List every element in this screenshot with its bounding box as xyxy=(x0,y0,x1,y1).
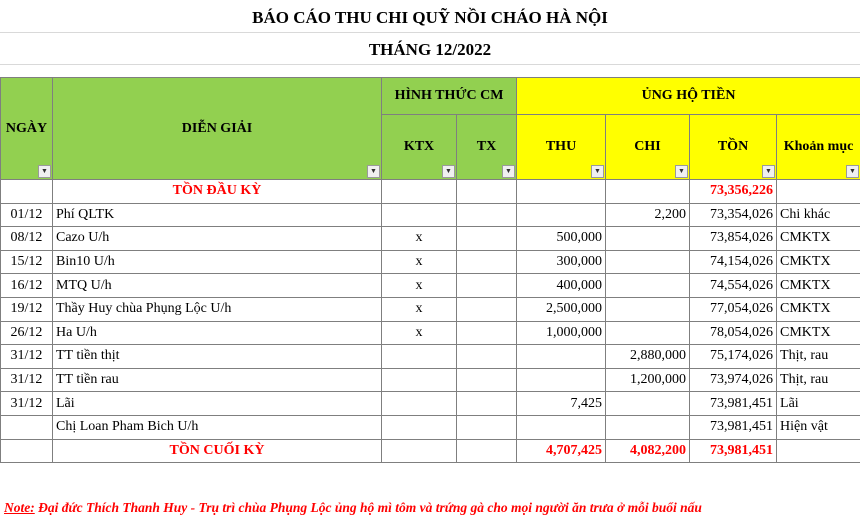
table-row xyxy=(1,345,860,369)
cell-thu xyxy=(517,368,606,392)
opening-balance-row xyxy=(1,180,860,204)
cell-tx xyxy=(457,368,517,392)
cell-chi: 2,200 xyxy=(606,203,690,227)
cell-dien-giai: Thầy Huy chùa Phụng Lộc U/h xyxy=(53,297,382,321)
cell-ngay xyxy=(1,439,53,463)
cell-thu: 7,425 xyxy=(517,392,606,416)
cell-ton: 77,054,026 xyxy=(690,297,777,321)
cell-tx xyxy=(457,345,517,369)
cell-thu xyxy=(517,203,606,227)
table-row xyxy=(1,274,860,298)
cell-dien-giai: TT tiền thịt xyxy=(53,345,382,369)
cell-ktx: x xyxy=(382,274,457,298)
cell-tx xyxy=(457,274,517,298)
cell-thu: 400,000 xyxy=(517,274,606,298)
table-row xyxy=(1,250,860,274)
header-ton: TỒN ▼ xyxy=(690,115,777,180)
filter-dropdown-icon[interactable]: ▼ xyxy=(442,165,455,178)
report-table xyxy=(0,77,860,463)
report-title: BÁO CÁO THU CHI QUỸ NỒI CHÁO HÀ NỘI xyxy=(252,8,608,27)
closing-ton: 73,981,451 xyxy=(690,439,777,463)
table-row xyxy=(1,415,860,439)
table-row xyxy=(1,227,860,251)
cell-dien-giai: Ha U/h xyxy=(53,321,382,345)
cell-ktx: x xyxy=(382,227,457,251)
cell-ktx xyxy=(382,368,457,392)
cell-ton: 74,154,026 xyxy=(690,250,777,274)
cell-thu xyxy=(517,345,606,369)
filter-dropdown-icon[interactable]: ▼ xyxy=(38,165,51,178)
cell-tx xyxy=(457,439,517,463)
cell-dien-giai: Chị Loan Pham Bich U/h xyxy=(53,415,382,439)
cell-ton: 73,981,451 xyxy=(690,415,777,439)
table-row xyxy=(1,368,860,392)
cell-chi: 2,880,000 xyxy=(606,345,690,369)
cell-ngay: 31/12 xyxy=(1,368,53,392)
footnote xyxy=(4,500,702,516)
cell-ton: 73,981,451 xyxy=(690,392,777,416)
cell-dien-giai: Lãi xyxy=(53,392,382,416)
cell-khoan-muc: CMKTX xyxy=(777,250,860,274)
filter-dropdown-icon[interactable]: ▼ xyxy=(367,165,380,178)
cell-ton: 73,354,026 xyxy=(690,203,777,227)
cell-ton: 75,174,026 xyxy=(690,345,777,369)
filter-dropdown-icon[interactable]: ▼ xyxy=(762,165,775,178)
cell-ton: 73,854,026 xyxy=(690,227,777,251)
cell-ngay: 01/12 xyxy=(1,203,53,227)
cell-ngay: 16/12 xyxy=(1,274,53,298)
header-khoan-muc: Khoản mục ▼ xyxy=(777,115,860,180)
cell-khoan-muc: Chi khác xyxy=(777,203,860,227)
gridline xyxy=(0,32,860,33)
cell-tx xyxy=(457,415,517,439)
closing-thu: 4,707,425 xyxy=(517,439,606,463)
cell-khoan-muc: Lãi xyxy=(777,392,860,416)
cell-ktx: x xyxy=(382,297,457,321)
header-thu: THU ▼ xyxy=(517,115,606,180)
opening-label: TỒN ĐẦU KỲ xyxy=(53,180,382,204)
cell-ktx xyxy=(382,439,457,463)
report-subtitle: THÁNG 12/2022 xyxy=(368,40,492,59)
filter-dropdown-icon[interactable]: ▼ xyxy=(502,165,515,178)
cell-tx xyxy=(457,203,517,227)
cell-ngay: 26/12 xyxy=(1,321,53,345)
cell-chi xyxy=(606,297,690,321)
cell-chi xyxy=(606,227,690,251)
cell-ktx: x xyxy=(382,250,457,274)
cell-ktx xyxy=(382,392,457,416)
header-ngay: NGÀY ▼ xyxy=(1,78,53,180)
cell-ngay: 31/12 xyxy=(1,345,53,369)
cell-khoan-muc: CMKTX xyxy=(777,227,860,251)
cell-khoan-muc: CMKTX xyxy=(777,274,860,298)
cell-khoan-muc: Thịt, rau xyxy=(777,345,860,369)
cell-ktx xyxy=(382,203,457,227)
cell-thu: 300,000 xyxy=(517,250,606,274)
cell-ton: 73,974,026 xyxy=(690,368,777,392)
header-chi: CHI ▼ xyxy=(606,115,690,180)
table-row xyxy=(1,392,860,416)
cell-ngay: 15/12 xyxy=(1,250,53,274)
cell-chi xyxy=(606,250,690,274)
header-dien-giai: DIỄN GIẢI ▼ xyxy=(53,78,382,180)
cell-ktx xyxy=(382,345,457,369)
cell-khoan-muc xyxy=(777,439,860,463)
header-tx: TX ▼ xyxy=(457,115,517,180)
filter-dropdown-icon[interactable]: ▼ xyxy=(846,165,859,178)
cell-dien-giai: Bin10 U/h xyxy=(53,250,382,274)
closing-chi: 4,082,200 xyxy=(606,439,690,463)
cell-chi xyxy=(606,415,690,439)
cell-thu: 2,500,000 xyxy=(517,297,606,321)
opening-ton: 73,356,226 xyxy=(690,180,777,204)
table-row xyxy=(1,297,860,321)
cell-thu: 500,000 xyxy=(517,227,606,251)
cell-dien-giai: MTQ U/h xyxy=(53,274,382,298)
gridline xyxy=(0,64,860,65)
cell-khoan-muc: CMKTX xyxy=(777,321,860,345)
cell-khoan-muc: Hiện vật xyxy=(777,415,860,439)
cell-thu xyxy=(517,415,606,439)
header-ktx: KTX ▼ xyxy=(382,115,457,180)
cell-ton: 78,054,026 xyxy=(690,321,777,345)
cell-tx xyxy=(457,250,517,274)
cell-ktx: x xyxy=(382,321,457,345)
cell-ngay: 31/12 xyxy=(1,392,53,416)
cell-ngay: 19/12 xyxy=(1,297,53,321)
cell-tx xyxy=(457,297,517,321)
note-label: Note: xyxy=(4,500,35,515)
closing-balance-row xyxy=(1,439,860,463)
cell-ngay: 08/12 xyxy=(1,227,53,251)
cell-chi: 1,200,000 xyxy=(606,368,690,392)
cell-khoan-muc: CMKTX xyxy=(777,297,860,321)
cell-tx xyxy=(457,227,517,251)
note-text: Đại đức Thích Thanh Huy - Trụ trì chùa Phụng Lộc ủng hộ mì tôm và trứng gà cho mọi người ăn trưa ở mỗi buổi nấu xyxy=(38,500,702,515)
filter-dropdown-icon[interactable]: ▼ xyxy=(675,165,688,178)
cell-ktx xyxy=(382,415,457,439)
closing-label: TỒN CUỐI KỲ xyxy=(53,439,382,463)
cell-tx xyxy=(457,321,517,345)
cell-thu: 1,000,000 xyxy=(517,321,606,345)
header-hinh-thuc: HÌNH THỨC CM xyxy=(382,78,517,115)
cell-dien-giai: Phí QLTK xyxy=(53,203,382,227)
cell-tx xyxy=(457,392,517,416)
header-ung-ho-tien: ỦNG HỘ TIỀN xyxy=(517,78,860,115)
cell-ngay xyxy=(1,415,53,439)
filter-dropdown-icon[interactable]: ▼ xyxy=(591,165,604,178)
cell-chi xyxy=(606,274,690,298)
cell-dien-giai: TT tiền rau xyxy=(53,368,382,392)
cell-chi xyxy=(606,321,690,345)
cell-khoan-muc: Thịt, rau xyxy=(777,368,860,392)
cell-ton: 74,554,026 xyxy=(690,274,777,298)
table-row xyxy=(1,203,860,227)
cell-chi xyxy=(606,392,690,416)
cell-dien-giai: Cazo U/h xyxy=(53,227,382,251)
table-row xyxy=(1,321,860,345)
